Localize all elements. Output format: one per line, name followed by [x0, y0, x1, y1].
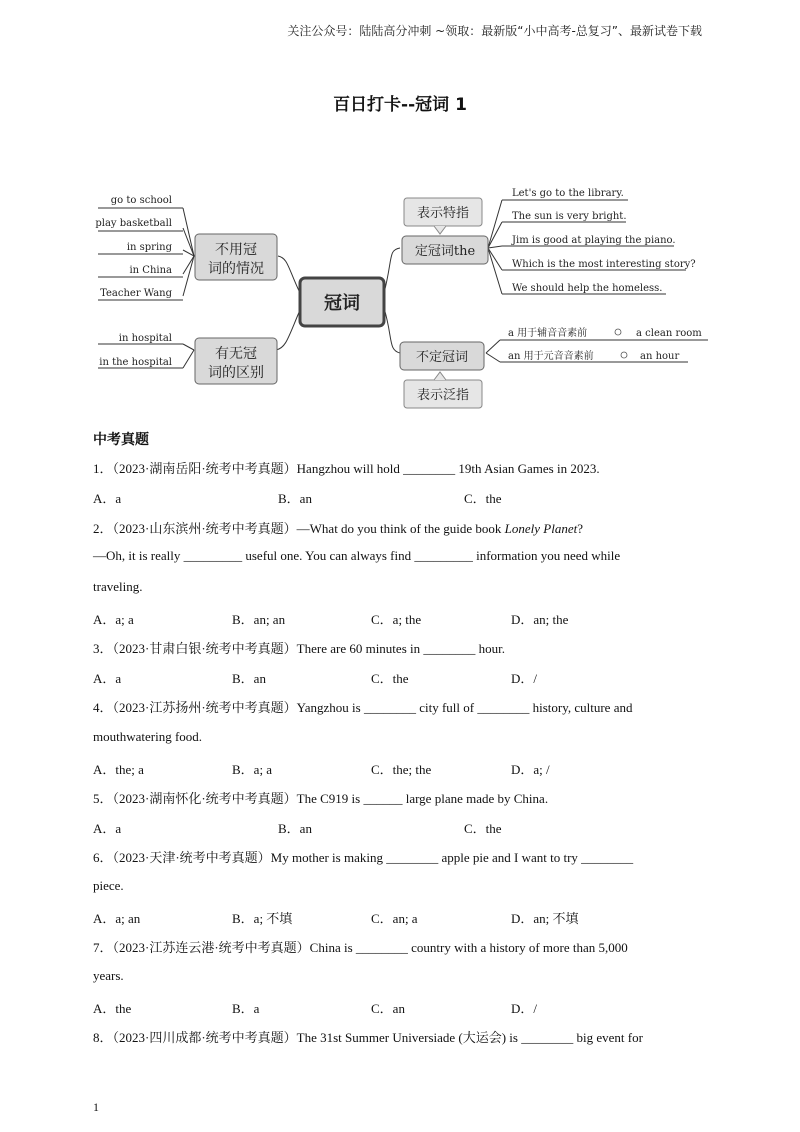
question-8: 8．（2023·四川成都·统考中考真题）The 31st Summer Universiade (大运会) is ________ big event for	[93, 1030, 643, 1045]
question-7-line-2: years.	[93, 968, 124, 983]
option-d[interactable]: D．/	[511, 1001, 538, 1016]
svg-text:a 用于辅音音素前: a 用于辅音音素前	[508, 328, 588, 339]
svg-text:an 用于元音音素前: an 用于元音音素前	[508, 351, 594, 362]
question-4: 4．（2023·江苏扬州·统考中考真题）Yangzhou is ________ city full of ________ history, culture and	[93, 700, 633, 715]
svg-text:词的情况: 词的情况	[208, 261, 264, 277]
question-2-line-3: traveling.	[93, 579, 143, 594]
svg-text:Teacher Wang: Teacher Wang	[100, 288, 172, 299]
svg-text:an hour: an hour	[640, 351, 680, 362]
question-3: 3．（2023·甘肃白银·统考中考真题）There are 60 minutes in ________ hour.	[93, 641, 505, 656]
option-a[interactable]: A．a	[93, 821, 122, 836]
option-b[interactable]: B．an	[278, 491, 312, 506]
svg-text:词的区别: 词的区别	[208, 365, 264, 381]
option-d[interactable]: D．an; the	[511, 612, 569, 627]
svg-text:in the hospital: in the hospital	[99, 357, 172, 368]
svg-text:go to school: go to school	[110, 195, 172, 206]
center-label: 冠词	[324, 293, 360, 314]
option-c[interactable]: C．an; a	[371, 911, 418, 926]
question-1: 1．（2023·湖南岳阳·统考中考真题）Hangzhou will hold ________ 19th Asian Games in 2023.	[93, 461, 600, 476]
question-6: 6．（2023·天津·统考中考真题）My mother is making ________ apple pie and I want to try ________	[93, 850, 634, 865]
page-number: 1	[93, 1100, 99, 1114]
option-a[interactable]: A．a	[93, 671, 122, 686]
option-b[interactable]: B．a; 不填	[232, 911, 293, 926]
svg-text:The sun is very bright.: The sun is very bright.	[512, 211, 627, 222]
question-6-line-2: piece.	[93, 878, 124, 893]
svg-text:Which is the most interesting: Which is the most interesting story?	[512, 259, 696, 270]
page-title: 百日打卡--冠词 1	[333, 95, 467, 115]
option-a[interactable]: A．the; a	[93, 762, 144, 777]
option-b[interactable]: B．a	[232, 1001, 260, 1016]
section-title: 中考真题	[93, 432, 149, 448]
mind-map	[88, 178, 718, 418]
option-b[interactable]: B．an	[278, 821, 312, 836]
option-b[interactable]: B．an; an	[232, 612, 286, 627]
option-c[interactable]: C．the	[464, 491, 502, 506]
question-4-line-2: mouthwatering food.	[93, 729, 203, 744]
svg-text:in spring: in spring	[126, 242, 172, 253]
svg-text:Let's go to the library.: Let's go to the library.	[512, 188, 624, 199]
question-2-line-2: —Oh, it is really _________ useful one. You can always find _________ information you need while	[93, 548, 621, 563]
option-c[interactable]: C．the	[371, 671, 409, 686]
question-2: 2．（2023·山东滨州·统考中考真题）—What do you think of the guide book Lonely Planet?	[93, 521, 583, 536]
option-b[interactable]: B．a; a	[232, 762, 273, 777]
option-a[interactable]: A．the	[93, 1001, 132, 1016]
svg-text:Jim is good at playing the pia: Jim is good at playing the piano.	[512, 235, 676, 246]
header-note: 关注公众号：陆陆高分冲刺 ~领取：最新版“小中高考-总复习”、最新试卷下载	[287, 24, 702, 38]
svg-text:不定冠词: 不定冠词	[415, 350, 469, 365]
svg-text:有无冠: 有无冠	[215, 346, 257, 362]
svg-text:定冠词the: 定冠词the	[414, 244, 476, 259]
svg-text:in China: in China	[129, 265, 172, 276]
option-a[interactable]: A．a; an	[93, 911, 141, 926]
option-c[interactable]: C．a; the	[371, 612, 422, 627]
option-a[interactable]: A．a; a	[93, 612, 134, 627]
option-d[interactable]: D．an; 不填	[511, 911, 579, 926]
option-d[interactable]: D．a; /	[511, 762, 550, 777]
option-c[interactable]: C．the; the	[371, 762, 432, 777]
option-a[interactable]: A．a	[93, 491, 122, 506]
svg-text:We should help the homeless.: We should help the homeless.	[512, 283, 663, 294]
svg-text:in hospital: in hospital	[118, 333, 172, 344]
question-5: 5．（2023·湖南怀化·统考中考真题）The C919 is ______ large plane made by China.	[93, 791, 549, 806]
svg-text:表示特指: 表示特指	[416, 206, 470, 221]
svg-text:表示泛指: 表示泛指	[416, 388, 470, 403]
question-7: 7．（2023·江苏连云港·统考中考真题）China is ________ country with a history of more than 5,000	[93, 940, 628, 955]
svg-text:play basketball: play basketball	[95, 218, 172, 229]
option-c[interactable]: C．an	[371, 1001, 405, 1016]
option-c[interactable]: C．the	[464, 821, 502, 836]
option-d[interactable]: D．/	[511, 671, 538, 686]
svg-text:不用冠: 不用冠	[215, 242, 257, 258]
svg-text:a clean room: a clean room	[636, 328, 702, 339]
option-b[interactable]: B．an	[232, 671, 266, 686]
